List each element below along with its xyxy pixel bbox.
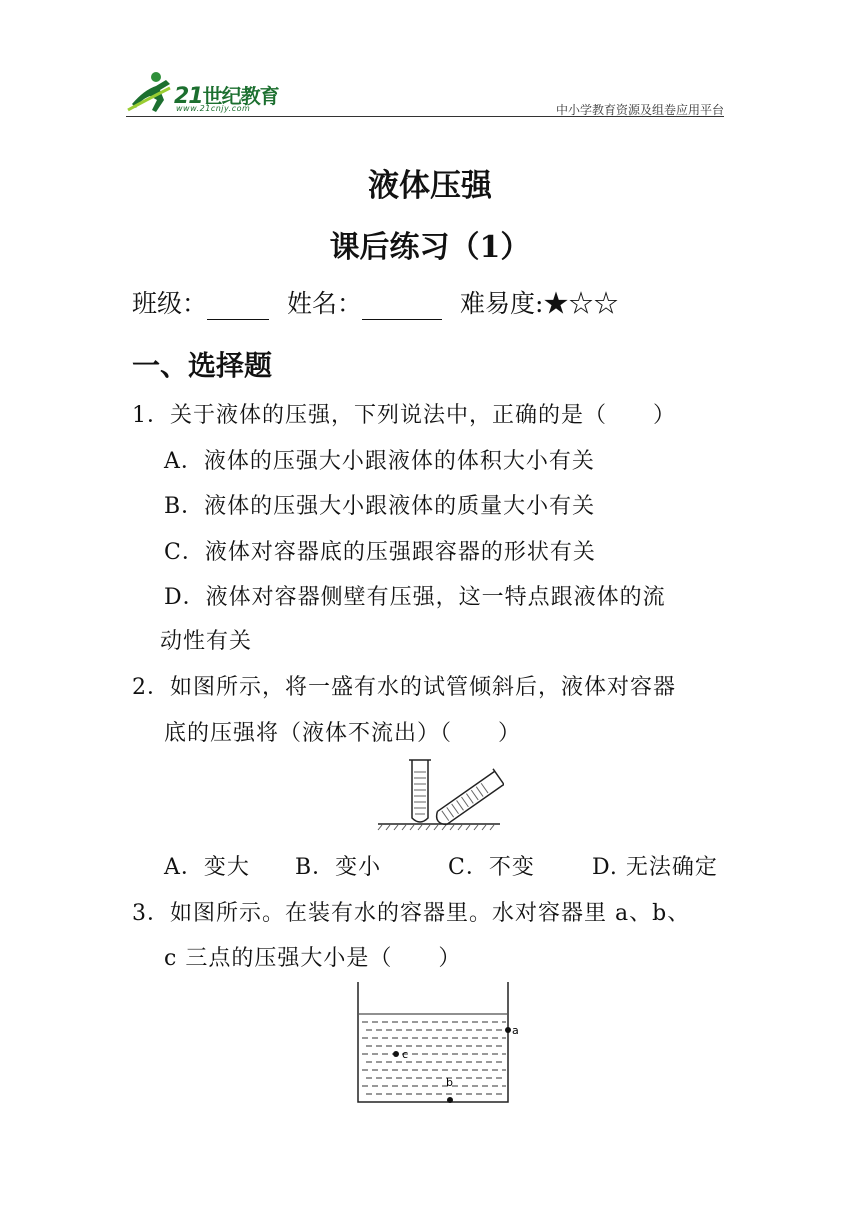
point-c-label: c [402, 1048, 409, 1061]
brand-url: www.21cnjy.com [176, 104, 251, 113]
page-title: 液体压强 [368, 168, 492, 204]
test-tube-figure [374, 756, 504, 832]
q1-option-d: D．液体对容器侧壁有压强，这一特点跟液体的流 [164, 585, 666, 610]
container-figure [350, 980, 522, 1106]
q2-stem-line1: 2．如图所示，将一盛有水的试管倾斜后，液体对容器 [132, 675, 676, 700]
student-info-row [132, 284, 618, 320]
difficulty-stars: ★☆☆ [543, 289, 619, 318]
q2-option-b: B．变小 [295, 855, 382, 880]
difficulty-label: 难易度: [460, 289, 544, 318]
brand-number: 21 [174, 84, 203, 109]
header-tagline: 中小学教育资源及组卷应用平台 [555, 103, 724, 117]
q2-option-d: D. 无法确定 [592, 855, 718, 880]
q3-stem-line1: 3．如图所示。在装有水的容器里。水对容器里 a、b、 [132, 901, 691, 926]
point-c-marker [393, 1051, 399, 1057]
q1-option-b: B．液体的压强大小跟液体的质量大小有关 [164, 494, 596, 519]
brand-cn: 世纪教育 [202, 84, 279, 108]
q1-option-d-cont: 动性有关 [160, 629, 253, 654]
point-a-label: a [512, 1024, 519, 1037]
point-a-marker [505, 1027, 511, 1033]
point-b-label: b [446, 1076, 453, 1089]
name-label: 姓名： [287, 289, 363, 318]
header-divider [126, 116, 724, 117]
q1-option-a: A．液体的压强大小跟液体的体积大小有关 [164, 449, 595, 474]
name-blank[interactable] [362, 293, 442, 320]
q2-stem-line2: 底的压强将（液体不流出）（ ） [164, 721, 522, 746]
q2-option-a: A．变大 [164, 855, 250, 880]
class-label: 班级： [132, 289, 208, 318]
section-title: 一、选择题 [132, 349, 273, 382]
class-blank[interactable] [207, 293, 269, 320]
runner-icon [126, 70, 178, 116]
q1-stem: 1．关于液体的压强，下列说法中，正确的是（ ） [132, 403, 676, 428]
q2-option-c: C．不变 [448, 855, 535, 880]
page-subtitle: 课后练习（1） [329, 230, 531, 265]
point-b-marker [447, 1097, 453, 1103]
q3-stem-line2: c 三点的压强大小是（ ） [164, 946, 462, 971]
q1-option-c: C．液体对容器底的压强跟容器的形状有关 [164, 540, 596, 565]
